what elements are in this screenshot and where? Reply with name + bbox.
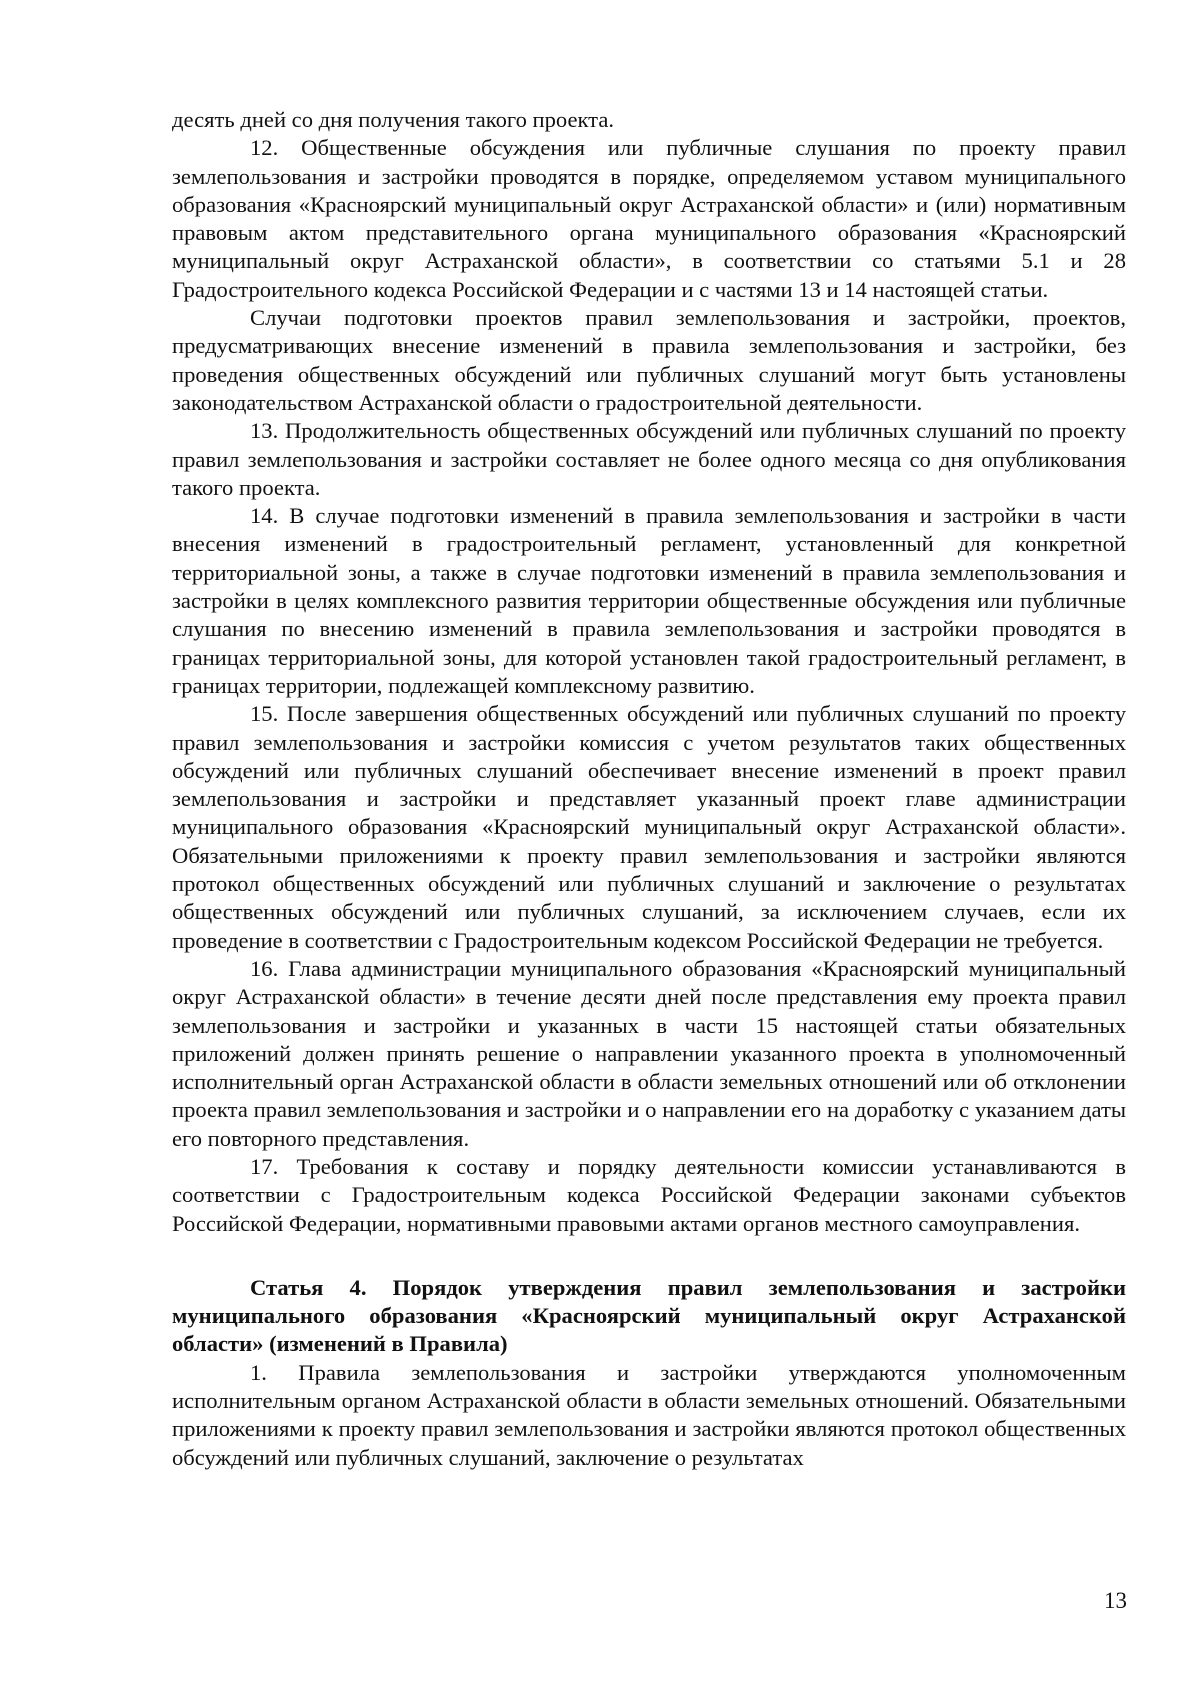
paragraph-item-16: 16. Глава администрации муниципального образования «Красноярский муниципальный округ Астраханской области» в течение десяти дней после представления ему проекта правил землепользования и застройки и указанных в части 15 настоящей статьи обязательных приложений должен принять решение о направлении указанного проекта в уполномоченный исполнительный орган Астраханской области в области земельных отношений или об отклонении проекта правил землепользования и застройки и о направлении его на доработку с указанием даты его повторного представления. (172, 955, 1126, 1151)
document-page (172, 106, 1126, 1472)
article-4-paragraph-1: 1. Правила землепользования и застройки утверждаются уполномоченным исполнительным органом Астраханской области в области земельных отношений. Обязательными приложениями к проекту правил землепользования и застройки являются протокол общественных обсуждений или публичных слушаний, заключение о результатах (172, 1359, 1126, 1470)
paragraph-exceptions: Случаи подготовки проектов правил землепользования и застройки, проектов, предусматривающих внесение изменений в правила землепользования и застройки, без проведения общественных обсуждений или публичных слушаний могут быть установлены законодательством Астраханской области о градостроительной деятельности. (172, 305, 1126, 415)
paragraph-item-12: 12. Общественные обсуждения или публичные слушания по проекту правил землепользования и застройки проводятся в порядке, определяемом уставом муниципального образования «Красноярский муниципальный округ Астраханской области» и (или) нормативным правовым актом представительного органа муниципального образования «Красноярский муниципальный округ Астраханской области», в соответствии со статьями 5.1 и 28 Градостроительного кодекса Российской Федерации и с частями 13 и 14 настоящей статьи. (172, 135, 1126, 302)
paragraph-item-15: 15. После завершения общественных обсуждений или публичных слушаний по проекту правил землепользования и застройки комиссия с учетом результатов таких общественных обсуждений или публичных слушаний обеспечивает внесение изменений в проект правил землепользования и застройки и представляет указанный проект главе администрации муниципального образования «Красноярский муниципальный округ Астраханской области». Обязательными приложениями к проекту правил землепользования и застройки являются протокол общественных обсуждений или публичных слушаний и заключение о результатах общественных обсуждений или публичных слушаний, за исключением случаев, если их проведение в соответствии с Градостроительным кодексом Российской Федерации не требуется. (172, 701, 1126, 953)
page-number: 13 (1104, 1588, 1127, 1613)
paragraph-item-14: 14. В случае подготовки изменений в правила землепользования и застройки в части внесения изменений в градостроительный регламент, установленный для конкретной территориальной зоны, а также в случае подготовки изменений в правила землепользования и застройки в целях комплексного развития территории общественные обсуждения или публичные слушания по внесению изменений в правила землепользования и застройки проводятся в границах территориальной зоны, для которой установлен такой градостроительный регламент, в границах территории, подлежащей комплексному развитию. (172, 503, 1126, 698)
article-4-heading: Статья 4. Порядок утверждения правил землепользования и застройки муниципального образования «Красноярский муниципальный округ Астраханской области» (изменений в Правила) (172, 1274, 1126, 1357)
paragraph-item-17: 17. Требования к составу и порядку деятельности комиссии устанавливаются в соответствии с Градостроительным кодекса Российской Федерации законами субъектов Российской Федерации, нормативными правовыми актами органов местного самоуправления. (172, 1153, 1126, 1236)
section-gap (172, 1238, 1126, 1274)
paragraph-item-13: 13. Продолжительность общественных обсуждений или публичных слушаний по проекту правил землепользования и застройки составляет не более одного месяца со дня опубликования такого проекта. (172, 418, 1126, 500)
paragraph-continuation: десять дней со дня получения такого проекта. (172, 107, 615, 132)
